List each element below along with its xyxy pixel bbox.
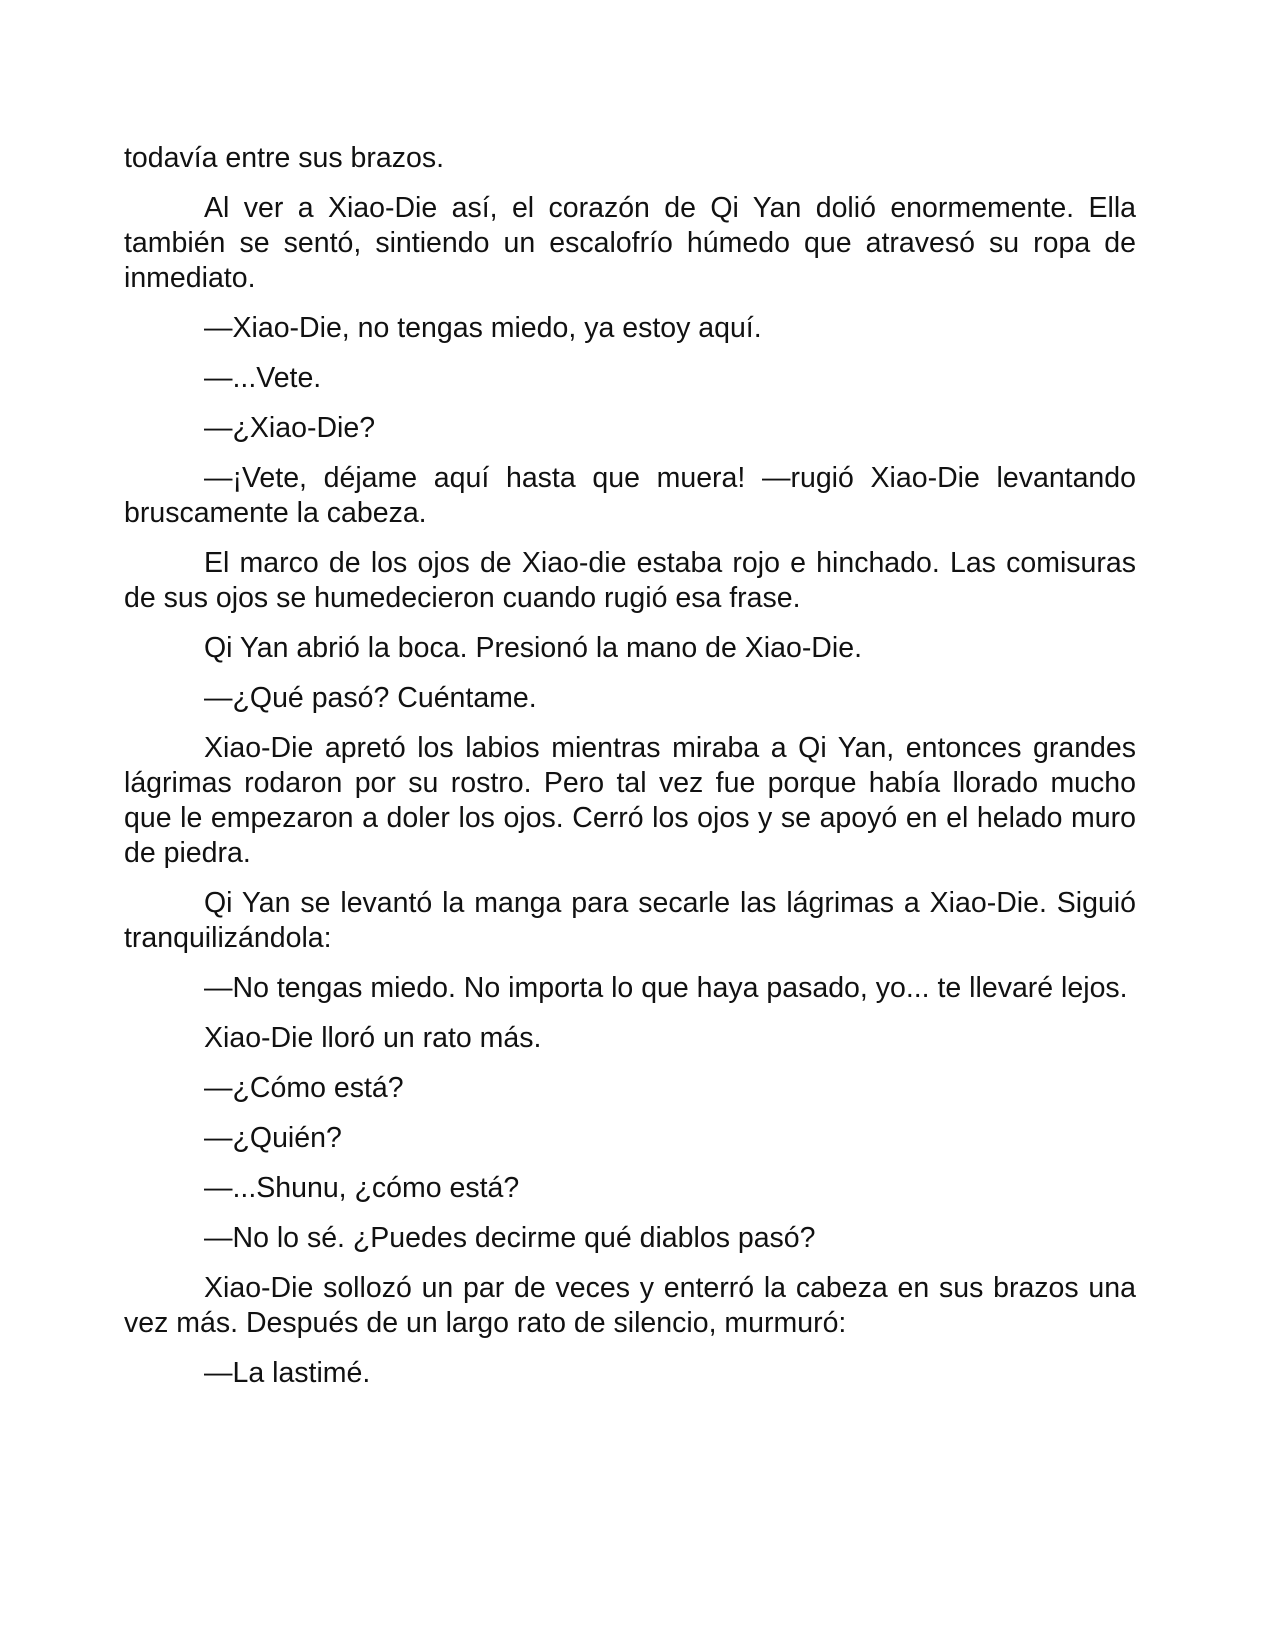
dialogue-line: —No tengas miedo. No importa lo que haya pasado, yo... te llevaré lejos.: [204, 972, 1128, 1004]
dialogue-line: —...Shunu, ¿cómo está?: [204, 1172, 520, 1204]
dialogue-line: —La lastimé.: [204, 1357, 371, 1389]
paragraph: Xiao-Die apretó los labios mientras miraba a Qi Yan, entonces grandes lágrimas rodaron por su rostro. Pero tal vez fue porque había llorado mucho que le empezaron a doler los ojos. Cerró los ojos y se apoyó en el helado muro de piedra.: [124, 732, 1136, 869]
paragraph: Xiao-Die lloró un rato más.: [204, 1022, 542, 1054]
paragraph: Qi Yan se levantó la manga para secarle las lágrimas a Xiao-Die. Siguió tranquilizándola:: [124, 887, 1136, 954]
dialogue-line: —¿Xiao-Die?: [204, 412, 376, 444]
paragraph: Qi Yan abrió la boca. Presionó la mano de Xiao-Die.: [204, 632, 862, 664]
dialogue-line: —¿Cómo está?: [204, 1072, 404, 1104]
paragraph: Al ver a Xiao-Die así, el corazón de Qi Yan dolió enormemente. Ella también se sentó, sintiendo un escalofrío húmedo que atravesó su ropa de inmediato.: [124, 192, 1136, 294]
dialogue-line: —¿Qué pasó? Cuéntame.: [204, 682, 537, 714]
page-body: [124, 141, 1136, 1406]
dialogue-line: —...Vete.: [204, 362, 322, 394]
paragraph: Xiao-Die sollozó un par de veces y enterró la cabeza en sus brazos una vez más. Después de un largo rato de silencio, murmuró:: [124, 1272, 1136, 1339]
paragraph: El marco de los ojos de Xiao-die estaba rojo e hinchado. Las comisuras de sus ojos se humedecieron cuando rugió esa frase.: [124, 547, 1136, 614]
dialogue-line: —No lo sé. ¿Puedes decirme qué diablos pasó?: [204, 1222, 816, 1254]
paragraph-continuation: todavía entre sus brazos.: [124, 142, 445, 174]
dialogue-line: —¡Vete, déjame aquí hasta que muera! —rugió Xiao-Die levantando bruscamente la cabeza.: [124, 462, 1136, 529]
dialogue-line: —Xiao-Die, no tengas miedo, ya estoy aquí.: [204, 312, 762, 344]
dialogue-line: —¿Quién?: [204, 1122, 342, 1154]
